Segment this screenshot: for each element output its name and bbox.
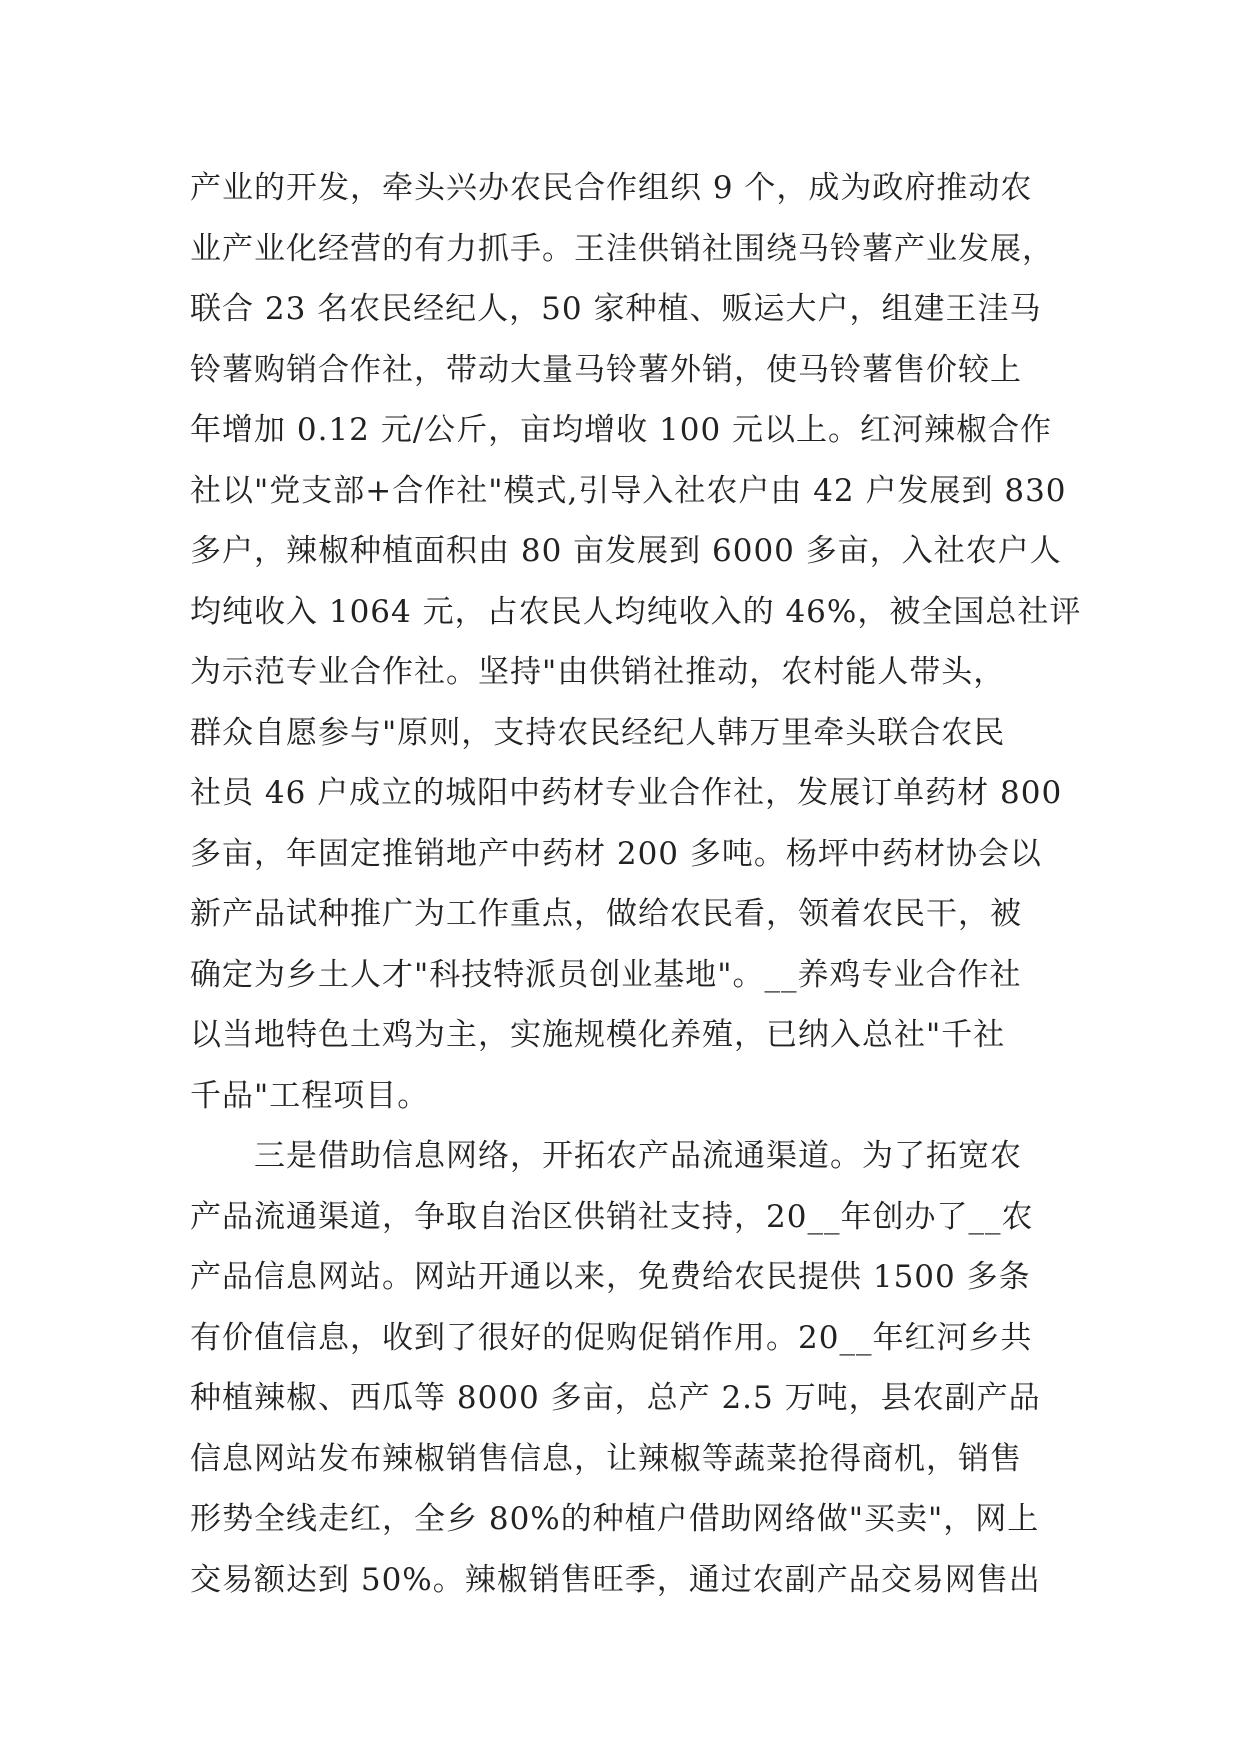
text-line: 信息网站发布辣椒销售信息，让辣椒等蔬菜抢得商机，销售 bbox=[190, 1440, 1022, 1477]
text-line: 以当地特色土鸡为主，实施规模化养殖，已纳入总社"千社 bbox=[190, 1017, 1006, 1053]
text-line: 联合 23 名农民经纪人，50 家种植、贩运大户，组建王洼马 bbox=[190, 291, 1042, 327]
body-text bbox=[190, 158, 1090, 1610]
text-line: 年增加 0.12 元/公斤，亩均增收 100 元以上。红河辣椒合作 bbox=[190, 412, 1053, 448]
text-line: 交易额达到 50%。辣椒销售旺季，通过农副产品交易网售出 bbox=[190, 1561, 1041, 1598]
text-line: 社以"党支部+合作社"模式,引导入社农户由 42 户发展到 830 bbox=[190, 472, 1067, 509]
text-line: 均纯收入 1064 元，占农民人均纯收入的 46%，被全国总社评 bbox=[190, 593, 1082, 630]
text-line: 社员 46 户成立的城阳中药材专业合作社，发展订单药材 800 bbox=[190, 775, 1063, 811]
text-line: 种植辣椒、西瓜等 8000 多亩，总产 2.5 万吨，县农副产品 bbox=[190, 1380, 1041, 1416]
text-line: 新产品试种推广为工作重点，做给农民看，领着农民干，被 bbox=[190, 896, 1022, 932]
text-line: 多户，辣椒种植面积由 80 亩发展到 6000 多亩，入社农户人 bbox=[190, 533, 1062, 569]
text-line: 为示范专业合作社。坚持"由供销社推动，农村能人带头， bbox=[190, 654, 1006, 690]
text-line: 群众自愿参与"原则，支持农民经纪人韩万里牵头联合农民 bbox=[190, 714, 1006, 751]
text-line: 产品流通渠道，争取自治区供销社支持，20__年创办了__农 bbox=[190, 1198, 1034, 1235]
text-line: 多亩，年固定推销地产中药材 200 多吨。杨坪中药材协会以 bbox=[190, 835, 1042, 872]
text-line: 有价值信息，收到了很好的促购促销作用。20__年红河乡共 bbox=[190, 1319, 1033, 1356]
text-line: 铃薯购销合作社，带动大量马铃薯外销，使马铃薯售价较上 bbox=[190, 351, 1022, 388]
text-line: 确定为乡土人才"科技特派员创业基地"。__养鸡专业合作社 bbox=[190, 956, 1022, 993]
text-line: 业产业化经营的有力抓手。王洼供销社围绕马铃薯产业发展， bbox=[190, 230, 1054, 267]
text-line: 形势全线走红，全乡 80%的种植户借助网络做"买卖"，网上 bbox=[190, 1501, 1040, 1537]
text-line: 产品信息网站。网站开通以来，免费给农民提供 1500 多条 bbox=[190, 1259, 1031, 1295]
text-line: 产业的开发，牵头兴办农民合作组织 9 个，成为政府推动农 bbox=[190, 170, 1033, 206]
paragraph-start-line: 三是借助信息网络，开拓农产品流通渠道。为了拓宽农 bbox=[254, 1138, 1022, 1174]
text-line: 千品"工程项目。 bbox=[190, 1077, 430, 1114]
